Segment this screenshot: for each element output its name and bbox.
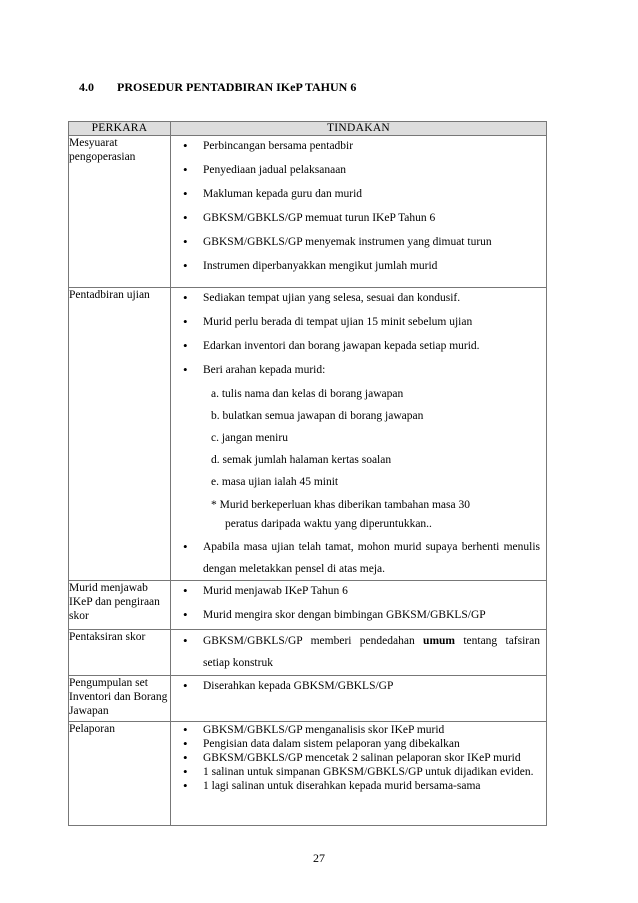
row-label: Pentadbiran ujian <box>69 288 171 581</box>
sub-item: c. jangan meniru <box>211 432 288 444</box>
list-item: • GBKSM/GBKLS/GP menganalisis skor IKeP murid <box>171 723 546 737</box>
page-number: 27 <box>313 851 325 865</box>
sub-item: d. semak jumlah halaman kertas soalan <box>211 454 392 466</box>
special-needs-note-cont: peratus daripada waktu yang diperuntukkan.. <box>225 518 432 530</box>
special-needs-note: * Murid berkeperluan khas diberikan tambahan masa 30 <box>211 499 470 511</box>
action-list <box>171 581 546 629</box>
list-item: • Murid menjawab IKeP Tahun 6 <box>171 581 546 605</box>
row-label: Mesyuarat pengoperasian <box>69 136 171 288</box>
table-row <box>69 136 547 288</box>
header-tindakan: TINDAKAN <box>171 122 547 136</box>
procedure-table <box>68 121 547 826</box>
section-heading <box>79 80 356 95</box>
list-item: • Diserahkan kepada GBKSM/GBKLS/GP <box>171 676 546 700</box>
row-label: Pelaporan <box>69 722 171 826</box>
table-row <box>69 722 547 826</box>
sub-item: b. bulatkan semua jawapan di borang jawapan <box>211 410 424 422</box>
list-item: • GBKSM/GBKLS/GP memuat turun IKeP Tahun 6 <box>171 208 546 232</box>
row-label: Pentaksiran skor <box>69 630 171 676</box>
emphasis-umum: umum <box>423 635 455 647</box>
action-list <box>171 676 546 700</box>
list-item: • 1 salinan untuk simpanan GBKSM/GBKLS/GP untuk dijadikan eviden. <box>171 765 546 779</box>
table-header-row <box>69 122 547 136</box>
table-row <box>69 288 547 581</box>
list-item: • 1 lagi salinan untuk diserahkan kepada murid bersama-sama <box>171 779 546 793</box>
table-row <box>69 630 547 676</box>
action-list <box>171 536 546 580</box>
list-item: • Pengisian data dalam sistem pelaporan yang dibekalkan <box>171 737 546 751</box>
instruction-sublist <box>171 384 546 494</box>
section-number: 4.0 <box>79 80 94 94</box>
action-list <box>171 288 546 384</box>
row-label: Murid menjawab IKeP dan pengiraan skor <box>69 581 171 630</box>
row-label: Pengumpulan set Inventori dan Borang Jawapan <box>69 676 171 722</box>
list-item: • Perbincangan bersama pentadbir <box>171 136 546 160</box>
list-item: • Makluman kepada guru dan murid <box>171 184 546 208</box>
list-item: • Edarkan inventori dan borang jawapan kepada setiap murid. <box>171 336 546 360</box>
table-row <box>69 581 547 630</box>
list-item: • Murid perlu berada di tempat ujian 15 minit sebelum ujian <box>171 312 546 336</box>
list-item: • Beri arahan kepada murid: <box>171 360 546 384</box>
list-item: • Penyediaan jadual pelaksanaan <box>171 160 546 184</box>
list-item: • Sediakan tempat ujian yang selesa, sesuai dan kondusif. <box>171 288 546 312</box>
list-item: • GBKSM/GBKLS/GP menyemak instrumen yang dimuat turun <box>171 232 546 256</box>
sub-item: a. tulis nama dan kelas di borang jawapan <box>211 388 404 400</box>
action-list <box>171 136 546 280</box>
action-list <box>171 630 546 674</box>
header-perkara: PERKARA <box>69 122 171 136</box>
section-title: PROSEDUR PENTADBIRAN IKeP TAHUN 6 <box>117 80 357 94</box>
action-list <box>171 723 546 793</box>
list-item: • Instrumen diperbanyakkan mengikut jumlah murid <box>171 256 546 280</box>
list-item: • Murid mengira skor dengan bimbingan GBKSM/GBKLS/GP <box>171 605 546 629</box>
sub-item: e. masa ujian ialah 45 minit <box>211 476 339 488</box>
list-item: • GBKSM/GBKLS/GP memberi pendedahan umum tentang tafsiran setiap konstruk <box>171 630 546 674</box>
table-row <box>69 676 547 722</box>
list-item: • GBKSM/GBKLS/GP mencetak 2 salinan pelaporan skor IKeP murid <box>171 751 546 765</box>
list-item: • Apabila masa ujian telah tamat, mohon murid supaya berhenti menulis dengan meletakkan pensel di atas meja. <box>171 536 546 580</box>
